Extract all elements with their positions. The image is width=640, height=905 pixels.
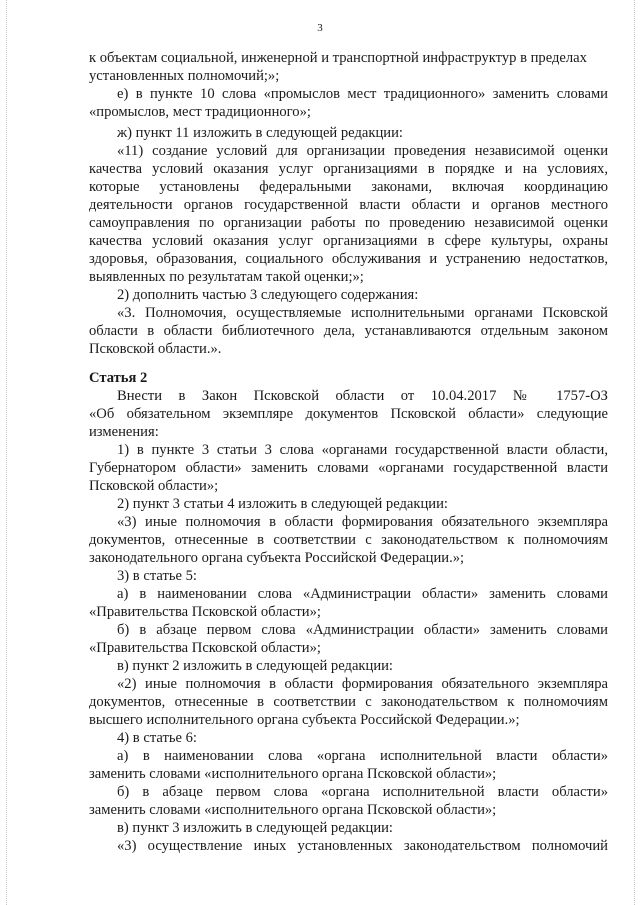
text-line: законодательного органа субъекта Российской Федерации.»; (89, 550, 465, 566)
page-number: 3 (317, 22, 323, 34)
text-line: качества условий оказания услуг организациями в порядке и на условиях, (89, 161, 608, 177)
text-line: области в области библиотечного дела, устанавливаются отдельным законом (89, 323, 608, 339)
text-line: в) пункт 2 изложить в следующей редакции: (117, 658, 393, 674)
text-line: заменить словами «исполнительного органа Псковской области»; (89, 766, 497, 782)
text-line: Губернатором области» заменить словами «органами государственной власти (89, 460, 608, 476)
text-line: которые установлены федеральными законами, включая координацию (89, 179, 608, 195)
text-line: 4) в статье 6: (117, 730, 197, 746)
scan-edge-right (634, 0, 636, 905)
text-line: а) в наименовании слова «органа исполнительной власти области» (117, 748, 608, 764)
text-line: изменения: (89, 424, 159, 440)
text-line: качества условий оказания услуг организациями в сфере культуры, охраны (89, 233, 608, 249)
text-line: е) в пункте 10 слова «промыслов мест традиционного» заменить словами (117, 86, 608, 102)
text-line: а) в наименовании слова «Администрации области» заменить словами (117, 586, 608, 602)
text-line: документов, отнесенные в соответствии с законодательством к полномочиям (89, 532, 608, 548)
text-line: документов, отнесенные в соответствии с законодательством к полномочиям (89, 694, 608, 710)
text-line: «2) иные полномочия в области формирования обязательного экземпляра (117, 676, 608, 692)
text-line: «Правительства Псковской области»; (89, 604, 321, 620)
text-line: установленных полномочий;»; (89, 68, 280, 84)
text-line: 3) в статье 5: (117, 568, 197, 584)
text-line: «Правительства Псковской области»; (89, 640, 321, 656)
text-line: «Об обязательном экземпляре документов Псковской области» следующие (89, 406, 608, 422)
text-line: в) пункт 3 изложить в следующей редакции: (117, 820, 393, 836)
text-line: самоуправления по организации работы по проведению независимой оценки (89, 215, 608, 231)
text-line: 1) в пункте 3 статьи 3 слова «органами государственной власти области, (117, 442, 608, 458)
text-line: заменить словами «исполнительного органа Псковской области»; (89, 802, 497, 818)
text-line: 2) дополнить частью 3 следующего содержания: (117, 287, 419, 303)
text-line: б) в абзаце первом слова «органа исполнительной власти области» (117, 784, 608, 800)
text-line: высшего исполнительного органа субъекта Российской Федерации.»; (89, 712, 520, 728)
text-line: ж) пункт 11 изложить в следующей редакции: (117, 125, 403, 141)
article-heading: Статья 2 (89, 370, 148, 386)
text-line: «11) создание условий для организации проведения независимой оценки (117, 143, 608, 159)
text-line: «3) осуществление иных установленных законодательством полномочий (117, 838, 608, 854)
text-line: «3) иные полномочия в области формирования обязательного экземпляра (117, 514, 608, 530)
text-line: «промыслов, мест традиционного»; (89, 104, 311, 120)
text-line: б) в абзаце первом слова «Администрации области» заменить словами (117, 622, 608, 638)
text-line: к объектам социальной, инженерной и транспортной инфраструктур в пределах (89, 50, 587, 66)
text-line: Псковской области»; (89, 478, 219, 494)
text-line: 2) пункт 3 статьи 4 изложить в следующей редакции: (117, 496, 448, 512)
text-line: деятельности органов государственной власти области и органов местного (89, 197, 608, 213)
text-line: здоровья, образования, социального обслуживания и устранению недостатков, (89, 251, 608, 267)
text-line: Псковской области.». (89, 341, 222, 357)
scan-edge-left (6, 0, 8, 905)
text-line: «3. Полномочия, осуществляемые исполнительными органами Псковской (117, 305, 608, 321)
text-line: Внести в Закон Псковской области от 10.04.2017 № 1757-ОЗ (117, 388, 608, 404)
text-line: выявленных по результатам такой оценки;»; (89, 269, 364, 285)
